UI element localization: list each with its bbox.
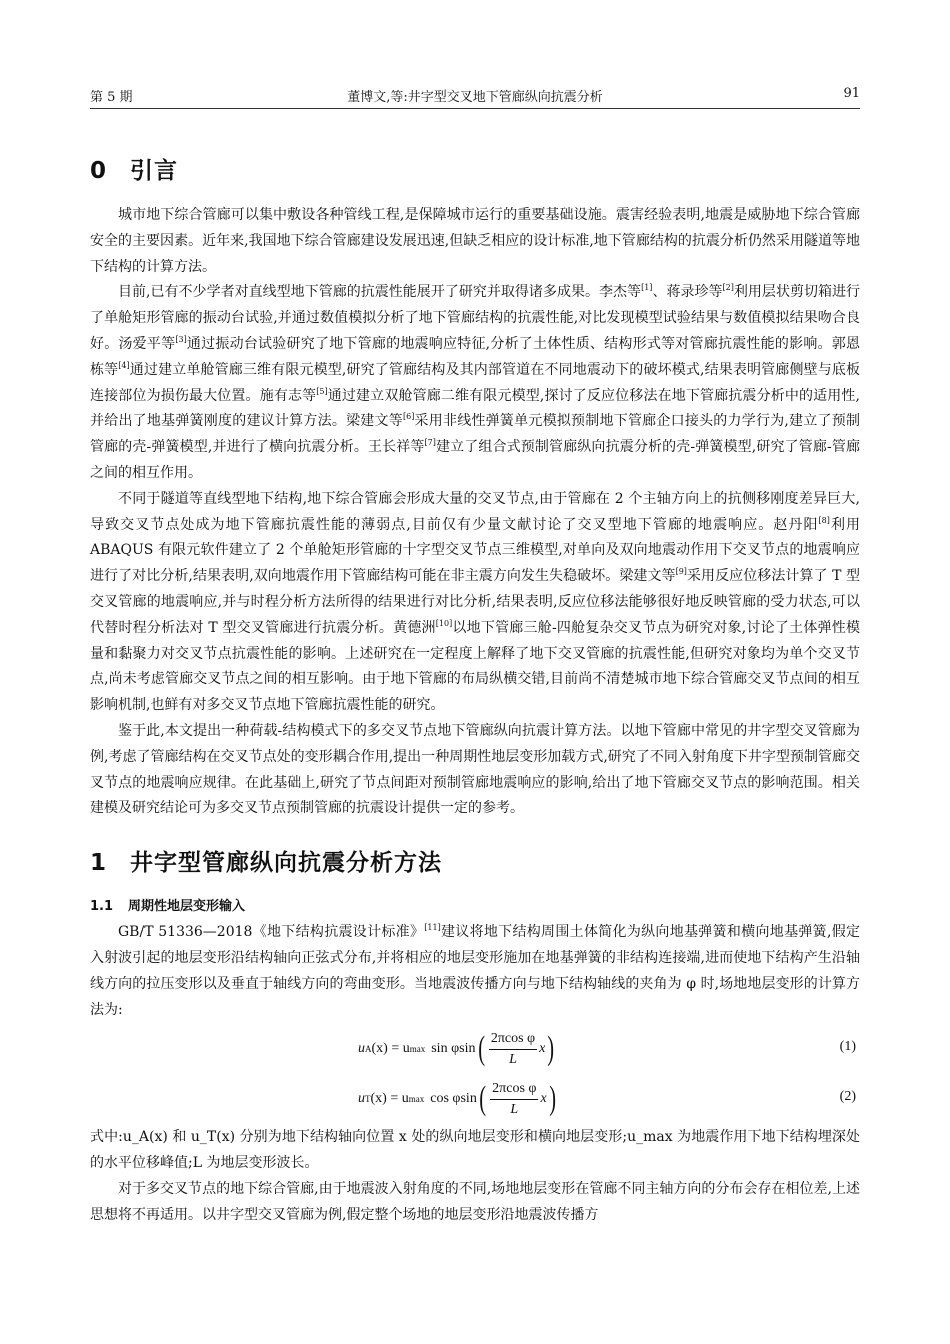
citation: [5] <box>316 386 328 396</box>
text: 采用反应位移法计算了 T 型交叉管廊的地震响应,并与时程分析方法所得的结果进行对比分析,结果表明,反应位移法能够很好地反映管廊的受力状态,可以代替时程分析法对 T 型交叉管廊进行抗震分析。黄德洲 <box>90 568 860 636</box>
text: 通过振动台试验研究了地下管廊的地震响应特征,分析了土体性质、结构形式等对管廊抗震性能的影响。郭恩栋等 <box>90 335 860 378</box>
section-heading-method <box>90 844 860 877</box>
text: GB/T 51336—2018《地下结构抗震设计标准》 <box>118 924 425 941</box>
denominator: L <box>510 1101 519 1117</box>
eq-text: cos φsin <box>430 1091 477 1107</box>
text: 以地下管廊三舱-四舱复杂交叉节点为研究对象,讨论了土体弹性模量和黏聚力对交叉节点抗震性能的影响。上述研究在一定程度上解释了地下交叉管廊的抗震性能,但研究对象均为单个交叉节点,尚未考虑管廊交叉节点之间的相互影响。由于地下管廊的布局纵横交错,目前尚不清楚城市地下综合管廊交叉节点间的相互影响机制,也鲜有对多交叉节点地下管廊抗震性能的研究。 <box>90 619 860 714</box>
eq-subscript: max <box>409 1044 426 1055</box>
citation: [6] <box>402 412 415 422</box>
citation: [9] <box>675 567 687 577</box>
paragraph <box>90 920 860 1023</box>
denominator: L <box>509 1051 517 1067</box>
section-number: 0 <box>90 158 108 184</box>
paragraph: 对于多交叉节点的地下综合管廊,由于地震波入射角度的不同,场地地层变形在管廊不同主轴方向的分布会存在相位差,上述思想将不再适用。以井字型交叉管廊为例,假定整个场地的地层变形沿地震波传播方 <box>90 1180 860 1223</box>
section-heading-introduction <box>90 152 860 185</box>
citation: [2] <box>722 283 734 293</box>
eq-symbol: x <box>540 1091 547 1107</box>
running-header <box>90 86 860 109</box>
text: 、蒋录珍等 <box>652 284 723 301</box>
page-number: 91 <box>843 86 860 101</box>
equation-1 <box>90 1025 860 1073</box>
text: 建立了组合式预制管廊纵向抗震分析的壳-弹簧模型,研究了管廊-管廊之间的相互作用。 <box>90 439 860 481</box>
citation: [1] <box>641 283 653 293</box>
subsection-title: 周期性地层变形输入 <box>128 899 246 915</box>
eq-text: sin φsin <box>431 1041 476 1057</box>
eq-symbol: x <box>539 1041 546 1057</box>
eq-subscript: max <box>408 1094 425 1105</box>
left-paren: ( <box>477 1030 485 1068</box>
text: 通过建立单舱管廊三维有限元模型,研究了管廊结构及其内部管道在不同地震动下的破坏模式,结果表明管廊侧壁与底板连接部位为损伤最大位置。施有志等 <box>90 361 861 404</box>
fraction <box>490 1079 538 1120</box>
left-paren: ( <box>479 1080 486 1118</box>
citation: [10] <box>435 618 453 628</box>
citation: [3] <box>175 334 187 344</box>
text: 建议将地下结构周围土体简化为纵向地基弹簧和横向地基弹簧,假定入射波引起的地层变形沿结构轴向正弦式分布,并将相应的地层变形施加在地基弹簧的非结构连接端,进而使地下结构产生沿轴线方向的拉压变形以及垂直于轴线方向的弯曲变形。当地震波传播方向与地下结构轴线的夹角为 φ 时,场地地层变形的计算方法为: <box>90 924 860 1018</box>
text: 目前,已有不少学者对直线型地下管廊的抗震性能展开了研究并取得诸多成果。李杰等 <box>118 284 642 301</box>
subsection-number: 1.1 <box>90 899 114 915</box>
text: 利用 ABAQUS 有限元软件建立了 2 个单舱矩形管廊的十字型交叉节点三维模型,对单向及双向地震动作用下交叉节点的地震响应进行了对比分析,结果表明,双向地震作用下管廊结构可能在非主震方向发生失稳破坏。梁建文等 <box>90 516 861 585</box>
citation: [7] <box>424 438 436 448</box>
running-title: 董博文,等:井字型交叉地下管廊纵向抗震分析 <box>347 90 603 105</box>
eq-symbol: u <box>358 1041 365 1057</box>
fraction <box>489 1029 537 1070</box>
eq-subscript: A <box>365 1044 372 1055</box>
equation-2 <box>90 1075 860 1123</box>
equation-number: (1) <box>839 1039 856 1055</box>
equation-body <box>358 1025 557 1073</box>
paragraph <box>90 280 860 486</box>
paragraph: 城市地下综合管廊可以集中敷设各种管线工程,是保障城市运行的重要基础设施。震害经验表明,地震是威胁地下综合管廊安全的主要因素。近年来,我国地下综合管廊建设发展迅速,但缺乏相应的设计标准,地下管廊结构的抗震分析仍然采用隧道等地下结构的计算方法。 <box>90 207 860 275</box>
text: 不同于隧道等直线型地下结构,地下综合管廊会形成大量的交叉节点,由于管廊在 2 个主轴方向上的抗侧移刚度差异巨大,导致交叉节点处成为地下管廊抗震性能的薄弱点,目前仅有少量文献讨论了交叉型地下管廊的地震响应。赵丹阳 <box>90 490 860 533</box>
section-title: 引言 <box>130 158 178 184</box>
equation-body <box>358 1075 558 1123</box>
body-content <box>90 140 860 1229</box>
right-paren: ) <box>548 1080 556 1118</box>
section-number: 1 <box>90 850 108 877</box>
numerator: 2πcos φ <box>489 1029 537 1050</box>
numerator: 2πcos φ <box>490 1079 538 1100</box>
citation: [8] <box>818 515 830 525</box>
section-title: 井字型管廊纵向抗震分析方法 <box>130 850 442 877</box>
text: 利用层状剪切箱进行了单舱矩形管廊的振动台试验,并通过数值模拟分析了地下管廊结构的抗震性能,对比发现模型试验结果与数值模拟结果吻合良好。汤爱平等 <box>90 284 861 352</box>
issue-number: 第 5 期 <box>90 90 133 105</box>
text: 通过建立双舱管廊二维有限元模型,探讨了反应位移法在地下管廊抗震分析中的适用性,并给出了地基弹簧刚度的建议计算方法。梁建文等 <box>90 387 861 430</box>
text: 采用非线性弹簧单元模拟预制地下管廊企口接头的力学行为,建立了预制管廊的壳-弹簧模型,并进行了横向抗震分析。王长祥等 <box>90 413 861 456</box>
citation: [4] <box>118 360 130 370</box>
equation-number: (2) <box>839 1089 856 1105</box>
subsection-heading <box>90 895 860 914</box>
right-paren: ) <box>547 1030 555 1068</box>
eq-text: (x) = u <box>370 1091 409 1107</box>
eq-text: (x) = u <box>371 1041 410 1057</box>
paragraph: 式中:u_A(x) 和 u_T(x) 分别为地下结构轴向位置 x 处的纵向地层变形和横向地层变形;u_max 为地震作用下地下结构埋深处的水平位移峰值;L 为地层变形波长。 <box>90 1129 860 1172</box>
eq-subscript: T <box>365 1094 371 1105</box>
citation: [11] <box>424 923 441 933</box>
eq-symbol: u <box>358 1091 365 1107</box>
paragraph: 鉴于此,本文提出一种荷载-结构模式下的多交叉节点地下管廊纵向抗震计算方法。以地下管廊中常见的井字型交叉管廊为例,考虑了管廊结构在交叉节点处的变形耦合作用,提出一种周期性地层变形加载方式,研究了不同入射角度下井字型预制管廊交叉节点的地震响应规律。在此基础上,研究了节点间距对预制管廊地震响应的影响,给出了地下管廊交叉节点的影响范围。相关建模及研究结论可为多交叉节点预制管廊的抗震设计提供一定的参考。 <box>90 722 860 817</box>
paragraph <box>90 487 860 719</box>
